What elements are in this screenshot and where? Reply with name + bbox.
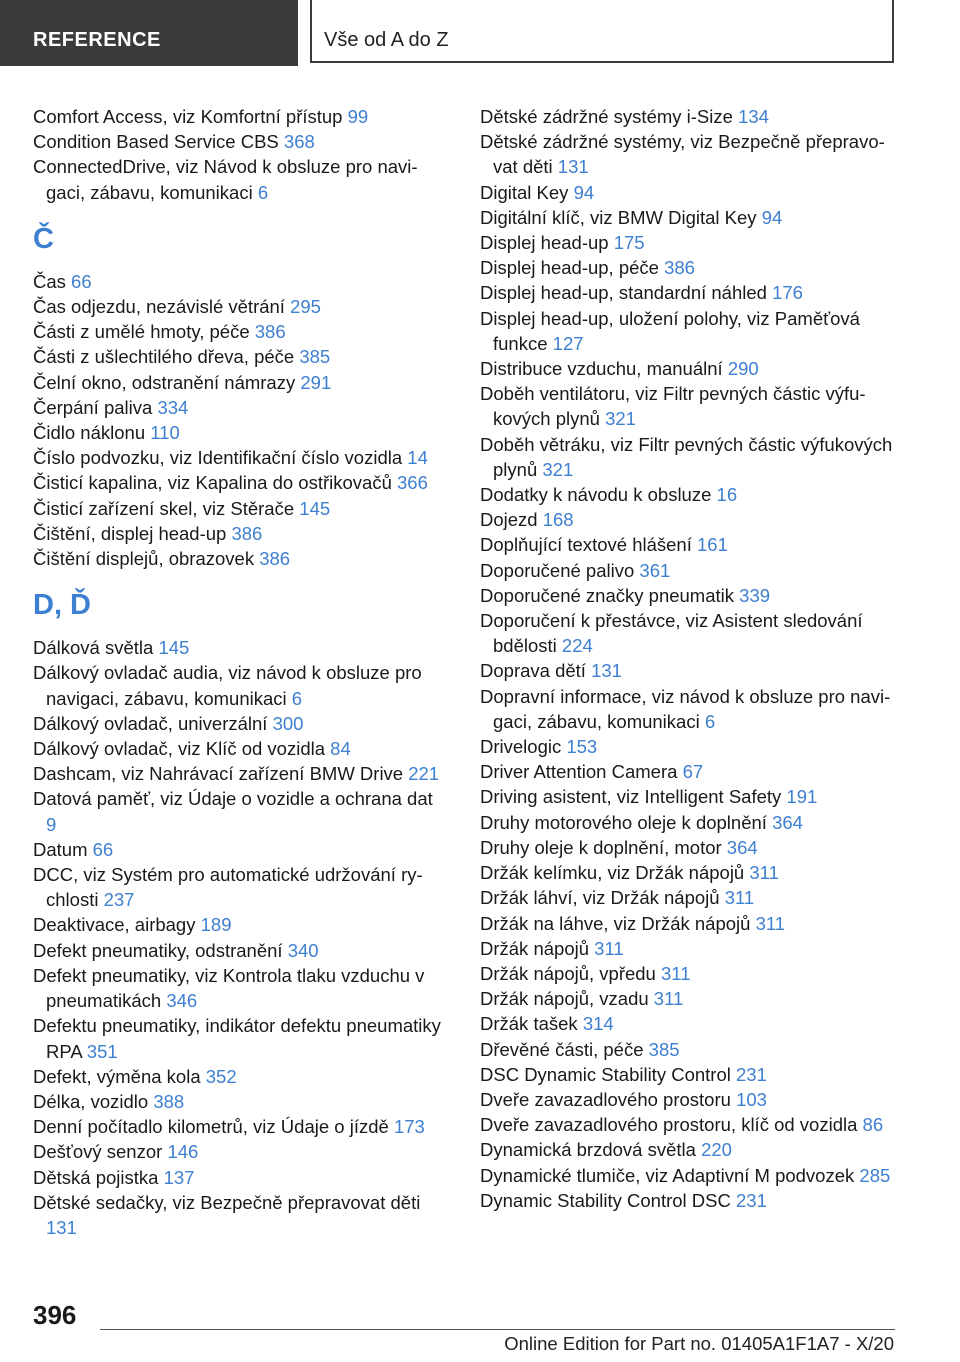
index-page-link[interactable]: 161 bbox=[697, 534, 728, 556]
index-entry bbox=[480, 356, 900, 381]
index-entry-text: Dětská pojistka bbox=[33, 1166, 159, 1188]
index-entry-text: Defektu pneumatiky, indikátor defektu pneumatiky RPA bbox=[33, 1015, 441, 1062]
index-entry-text: Dojezd bbox=[480, 509, 538, 531]
index-entry-text: Čisticí kapalina, viz Kapalina do ostřikovačů bbox=[33, 472, 392, 494]
index-page-link[interactable]: 67 bbox=[682, 761, 704, 783]
section-label: REFERENCE bbox=[33, 29, 161, 51]
index-page-link[interactable]: 385 bbox=[299, 346, 331, 368]
index-entry-text: Dálkový ovladač, univerzální bbox=[33, 712, 268, 734]
index-entry bbox=[33, 319, 445, 344]
index-page-link[interactable]: 6 bbox=[704, 710, 716, 732]
index-entry-text: Dveře zavazadlového prostoru bbox=[480, 1088, 731, 1110]
index-entry-text: Druhy oleje k doplnění, motor bbox=[480, 836, 722, 858]
index-page-link[interactable]: 86 bbox=[862, 1114, 884, 1136]
index-entry bbox=[480, 885, 900, 910]
index-page-link[interactable]: 386 bbox=[259, 548, 291, 570]
index-entry-text: Comfort Access, viz Komfortní přístup bbox=[33, 106, 343, 127]
index-entry bbox=[480, 860, 900, 885]
index-page-link[interactable]: 134 bbox=[738, 106, 769, 127]
index-entry bbox=[33, 344, 445, 369]
index-entry bbox=[33, 1165, 445, 1190]
index-entry bbox=[480, 1087, 900, 1112]
index-entry-text: Dřevěné části, péče bbox=[480, 1038, 644, 1060]
index-entry-text: Doporučení k přestávce, viz Asistent sledování bdělosti bbox=[480, 610, 863, 657]
index-page-link[interactable]: 168 bbox=[542, 509, 574, 531]
index-page-link[interactable]: 339 bbox=[739, 584, 771, 606]
index-entry-text: Doporučené palivo bbox=[480, 559, 635, 581]
index-entry bbox=[480, 784, 900, 809]
index-entry bbox=[33, 1089, 445, 1114]
index-page-link[interactable]: 176 bbox=[772, 282, 803, 304]
index-entry bbox=[33, 912, 445, 937]
index-entry-text: Dopravní informace, viz návod k obsluze pro navigaci, zábavu, komunikaci bbox=[480, 685, 891, 732]
index-entry bbox=[33, 269, 445, 294]
chapter-tab bbox=[310, 0, 894, 63]
index-page-link[interactable]: 386 bbox=[231, 522, 263, 544]
index-entry bbox=[480, 608, 900, 658]
index-entry-text: Displej head-up, uložení polohy, viz Paměťová funkce bbox=[480, 307, 860, 354]
index-entry-text: Čas odjezdu, nezávislé větrání bbox=[33, 296, 285, 318]
index-entry bbox=[480, 835, 900, 860]
index-entry-text: Doběh větráku, viz Filtr pevných částic výfukových plynů bbox=[480, 433, 893, 480]
index-entry-text: Čelní okno, odstranění námrazy bbox=[33, 371, 296, 393]
index-entry-text: Čidlo náklonu bbox=[33, 422, 146, 444]
index-entry-text: Drivelogic bbox=[480, 736, 562, 758]
index-page-link[interactable]: 66 bbox=[71, 270, 92, 292]
index-page-link[interactable]: 153 bbox=[566, 736, 598, 758]
index-entry-text: Držák na láhve, viz Držák nápojů bbox=[480, 912, 751, 934]
index-entry bbox=[33, 370, 445, 395]
section-tab bbox=[0, 0, 298, 66]
index-entry bbox=[480, 306, 900, 356]
index-entry bbox=[33, 837, 445, 862]
index-page-link[interactable]: 94 bbox=[761, 206, 783, 228]
index-entry-text: Držák kelímku, viz Držák nápojů bbox=[480, 862, 745, 884]
index-entry bbox=[33, 496, 445, 521]
index-entry bbox=[33, 938, 445, 963]
index-page-link[interactable]: 334 bbox=[157, 396, 189, 418]
index-entry bbox=[33, 761, 445, 786]
index-entry bbox=[480, 205, 900, 230]
index-entry bbox=[480, 255, 900, 280]
chapter-title: Vše od A do Z bbox=[324, 29, 449, 51]
index-page-link[interactable]: 189 bbox=[200, 914, 232, 936]
index-entry bbox=[480, 684, 900, 734]
index-entry-text: Čerpání paliva bbox=[33, 396, 153, 418]
index-entry-text: Doporučené značky pneumatik bbox=[480, 584, 735, 606]
index-page-link[interactable]: 221 bbox=[408, 763, 440, 785]
index-entry-text: Doběh ventilátoru, viz Filtr pevných částic výfukových plynů bbox=[480, 383, 866, 430]
index-page-link[interactable]: 145 bbox=[158, 637, 190, 659]
index-entry bbox=[33, 521, 445, 546]
index-entry bbox=[33, 1139, 445, 1164]
index-entry-text: Dynamická brzdová světla bbox=[480, 1139, 696, 1161]
index-entry-text: Defekt, výměna kola bbox=[33, 1065, 201, 1087]
index-entry-text: Defekt pneumatiky, odstranění bbox=[33, 939, 283, 961]
index-page-link[interactable]: 311 bbox=[724, 887, 755, 909]
index-entry bbox=[480, 280, 900, 305]
index-page-link[interactable]: 314 bbox=[582, 1013, 614, 1035]
index-entry bbox=[480, 810, 900, 835]
index-entry-text: Části z ušlechtilého dřeva, péče bbox=[33, 346, 295, 368]
index-entry-text: Dešťový senzor bbox=[33, 1141, 163, 1163]
index-entry bbox=[480, 558, 900, 583]
index-page-link[interactable]: 103 bbox=[736, 1088, 767, 1110]
index-page-link[interactable]: 145 bbox=[299, 497, 331, 519]
index-entry bbox=[480, 1011, 900, 1036]
index-page-link[interactable]: 340 bbox=[287, 939, 319, 961]
index-letter-heading: D, Ď bbox=[33, 589, 91, 622]
index-entry bbox=[480, 1163, 900, 1188]
index-entry bbox=[480, 1037, 900, 1062]
index-entry bbox=[33, 1013, 445, 1063]
index-entry-text: Displej head-up, péče bbox=[480, 257, 659, 279]
index-entry-text: Datum bbox=[33, 838, 88, 860]
index-entry-text: Čas bbox=[33, 270, 66, 292]
index-entry bbox=[33, 294, 445, 319]
index-entry bbox=[480, 532, 900, 557]
index-page-link[interactable]: 131 bbox=[591, 660, 622, 682]
index-page-link[interactable]: 131 bbox=[557, 156, 589, 178]
index-page-link[interactable]: 175 bbox=[613, 232, 645, 254]
index-page-link[interactable]: 311 bbox=[594, 937, 624, 959]
index-entry-text: Držák láhví, viz Držák nápojů bbox=[480, 887, 720, 909]
index-page-link[interactable]: 9 bbox=[46, 813, 57, 835]
index-entry bbox=[33, 420, 445, 445]
index-page-link[interactable]: 311 bbox=[661, 962, 691, 984]
index-entry bbox=[33, 711, 445, 736]
index-entry-text: Deaktivace, airbagy bbox=[33, 914, 196, 936]
index-entry-text: Dynamic Stability Control DSC bbox=[480, 1189, 731, 1211]
index-page-link[interactable]: 137 bbox=[163, 1166, 195, 1188]
index-page-link[interactable]: 285 bbox=[859, 1164, 891, 1186]
index-entry-text: Datová paměť, viz Údaje o vozidle a ochrana dat bbox=[33, 788, 433, 810]
index-entry-text: Dveře zavazadlového prostoru, klíč od vozidla bbox=[480, 1114, 858, 1136]
index-entry-text: Distribuce vzduchu, manuální bbox=[480, 358, 723, 380]
index-page-link[interactable]: 14 bbox=[407, 447, 428, 469]
index-entry-text: Části z umělé hmoty, péče bbox=[33, 321, 250, 343]
index-page-link[interactable]: 99 bbox=[347, 106, 369, 127]
index-entry bbox=[480, 1137, 900, 1162]
index-page-link[interactable]: 6 bbox=[257, 181, 269, 203]
index-entry-text: DCC, viz Systém pro automatické udržování rychlosti bbox=[33, 864, 423, 911]
index-entry-text: Dashcam, viz Nahrávací zařízení BMW Drive bbox=[33, 763, 404, 785]
index-page-link[interactable]: 386 bbox=[254, 321, 286, 343]
index-column-right bbox=[480, 104, 900, 1213]
index-entry-text: Dětské zádržné systémy i-Size bbox=[480, 106, 733, 127]
index-page-link[interactable]: 364 bbox=[772, 811, 803, 833]
index-entry-text: Condition Based Service CBS bbox=[33, 131, 279, 153]
index-entry-text: Dodatky k návodu k obsluze bbox=[480, 484, 712, 506]
index-page-link[interactable]: 173 bbox=[393, 1116, 425, 1138]
index-entry bbox=[480, 986, 900, 1011]
index-entry bbox=[33, 445, 445, 470]
index-entry bbox=[33, 104, 445, 129]
page-number: 396 bbox=[33, 1300, 77, 1330]
index-page-link[interactable]: 231 bbox=[736, 1189, 767, 1211]
index-page-link[interactable]: 6 bbox=[291, 687, 303, 709]
index-entry-text: Držák nápojů bbox=[480, 937, 590, 959]
index-entry bbox=[33, 736, 445, 761]
index-entry bbox=[33, 1114, 445, 1139]
index-page-link[interactable]: 131 bbox=[46, 1216, 77, 1238]
index-letter-heading: Č bbox=[33, 222, 54, 255]
index-entry bbox=[33, 963, 445, 1013]
index-page-link[interactable]: 346 bbox=[166, 990, 198, 1012]
index-page-link[interactable]: 146 bbox=[167, 1141, 199, 1163]
index-entry-text: Displej head-up bbox=[480, 232, 609, 254]
footer-divider bbox=[100, 1329, 895, 1330]
index-entry bbox=[480, 1112, 900, 1137]
index-entry bbox=[480, 1062, 900, 1087]
index-page-link[interactable]: 224 bbox=[561, 635, 593, 657]
index-page-link[interactable]: 231 bbox=[736, 1063, 767, 1085]
index-entry-text: Dálkový ovladač, viz Klíč od vozidla bbox=[33, 738, 326, 760]
index-entry bbox=[480, 432, 900, 482]
index-page-link[interactable]: 385 bbox=[648, 1038, 680, 1060]
index-page-link[interactable]: 127 bbox=[552, 332, 584, 354]
index-entry-text: Číslo podvozku, viz Identifikační číslo vozidla bbox=[33, 447, 403, 469]
index-entry-text: Dětské sedačky, viz Bezpečně přepravovat děti bbox=[33, 1191, 421, 1213]
index-page-link[interactable]: 311 bbox=[653, 988, 684, 1010]
index-page-link[interactable]: 364 bbox=[726, 836, 758, 858]
index-page-link[interactable]: 290 bbox=[727, 358, 759, 380]
index-page-link[interactable]: 16 bbox=[716, 484, 738, 506]
index-page-link[interactable]: 311 bbox=[755, 912, 786, 934]
index-entry bbox=[33, 395, 445, 420]
index-page-link[interactable]: 295 bbox=[290, 296, 321, 318]
index-page-link[interactable]: 321 bbox=[542, 458, 574, 480]
index-entry-text: Defekt pneumatiky, viz Kontrola tlaku vzduchu v pneumatikách bbox=[33, 964, 425, 1012]
index-entry-text: Digitální klíč, viz BMW Digital Key bbox=[480, 206, 757, 228]
index-page-link[interactable]: 291 bbox=[300, 371, 332, 393]
index-entry bbox=[33, 1064, 445, 1089]
index-page-link[interactable]: 366 bbox=[397, 472, 428, 494]
index-page-link[interactable]: 220 bbox=[701, 1139, 732, 1161]
index-page-link[interactable]: 388 bbox=[153, 1090, 185, 1112]
index-page-link[interactable]: 361 bbox=[639, 559, 671, 581]
index-entry-text: Doplňující textové hlášení bbox=[480, 534, 692, 556]
index-entry-text: Driver Attention Camera bbox=[480, 761, 678, 783]
index-entry bbox=[33, 546, 445, 571]
index-entry-text: DSC Dynamic Stability Control bbox=[480, 1063, 731, 1085]
index-entry bbox=[33, 862, 445, 912]
index-page-link[interactable]: 386 bbox=[664, 257, 695, 279]
index-entry-text: Čištění, displej head-up bbox=[33, 522, 227, 544]
index-entry bbox=[480, 180, 900, 205]
index-entry-text: Držák tašek bbox=[480, 1013, 578, 1035]
index-entry-text: Držák nápojů, vzadu bbox=[480, 988, 649, 1010]
index-entry bbox=[480, 507, 900, 532]
index-entry bbox=[480, 381, 900, 431]
index-entry-text: Dálkový ovladač audia, viz návod k obsluze pro navigaci, zábavu, komunikaci bbox=[33, 662, 422, 709]
index-entry bbox=[480, 1188, 900, 1213]
index-entry bbox=[33, 660, 445, 710]
index-entry bbox=[480, 129, 900, 179]
index-entry bbox=[33, 786, 445, 836]
index-entry bbox=[480, 583, 900, 608]
index-page-link[interactable]: 321 bbox=[605, 408, 636, 430]
index-entry-text: Digital Key bbox=[480, 181, 569, 203]
index-entry bbox=[33, 470, 445, 495]
index-entry bbox=[33, 129, 445, 154]
index-page-link[interactable]: 66 bbox=[92, 838, 114, 860]
index-entry-text: ConnectedDrive, viz Návod k obsluze pro navigaci, zábavu, komunikaci bbox=[33, 156, 418, 203]
index-page-link[interactable]: 94 bbox=[573, 181, 595, 203]
index-page-link[interactable]: 84 bbox=[330, 738, 351, 760]
index-entry-text: Druhy motorového oleje k doplnění bbox=[480, 811, 767, 833]
index-entry bbox=[480, 658, 900, 683]
index-entry-text: Délka, vozidlo bbox=[33, 1090, 149, 1112]
index-page-link[interactable]: 352 bbox=[205, 1065, 237, 1087]
index-entry-text: Čištění displejů, obrazovek bbox=[33, 548, 255, 570]
index-entry-text: Čisticí zařízení skel, viz Stěrače bbox=[33, 497, 295, 519]
index-page-link[interactable]: 237 bbox=[103, 889, 135, 911]
index-page-link[interactable]: 311 bbox=[749, 862, 779, 884]
footer-edition: Online Edition for Part no. 01405A1F1A7 - X/20 bbox=[504, 1333, 894, 1354]
index-entry bbox=[480, 911, 900, 936]
index-entry bbox=[480, 482, 900, 507]
index-entry-text: Dálková světla bbox=[33, 637, 154, 659]
index-entry-text: Dynamické tlumiče, viz Adaptivní M podvozek bbox=[480, 1164, 855, 1186]
index-entry bbox=[33, 154, 445, 204]
index-entry bbox=[480, 104, 900, 129]
index-entry-text: Doprava dětí bbox=[480, 660, 586, 682]
index-entry bbox=[33, 635, 445, 660]
page-header bbox=[0, 0, 960, 66]
index-entry-text: Denní počítadlo kilometrů, viz Údaje o jízdě bbox=[33, 1116, 389, 1138]
index-entry-text: Driving asistent, viz Intelligent Safety bbox=[480, 786, 782, 808]
index-entry bbox=[33, 1190, 445, 1240]
index-page-link[interactable]: 300 bbox=[272, 712, 304, 734]
index-page-link[interactable]: 110 bbox=[150, 422, 180, 444]
index-entry bbox=[480, 230, 900, 255]
index-entry bbox=[480, 759, 900, 784]
index-entry-text: Držák nápojů, vpředu bbox=[480, 962, 656, 984]
index-entry bbox=[480, 936, 900, 961]
index-page-link[interactable]: 351 bbox=[86, 1040, 118, 1062]
index-entry bbox=[480, 961, 900, 986]
index-entry-text: Displej head-up, standardní náhled bbox=[480, 282, 767, 304]
index-entry bbox=[480, 734, 900, 759]
index-entry-text: Dětské zádržné systémy, viz Bezpečně přepravovat děti bbox=[480, 131, 885, 178]
index-page-link[interactable]: 191 bbox=[786, 786, 818, 808]
index-column-left bbox=[33, 104, 445, 1240]
index-page-link[interactable]: 368 bbox=[283, 131, 315, 153]
